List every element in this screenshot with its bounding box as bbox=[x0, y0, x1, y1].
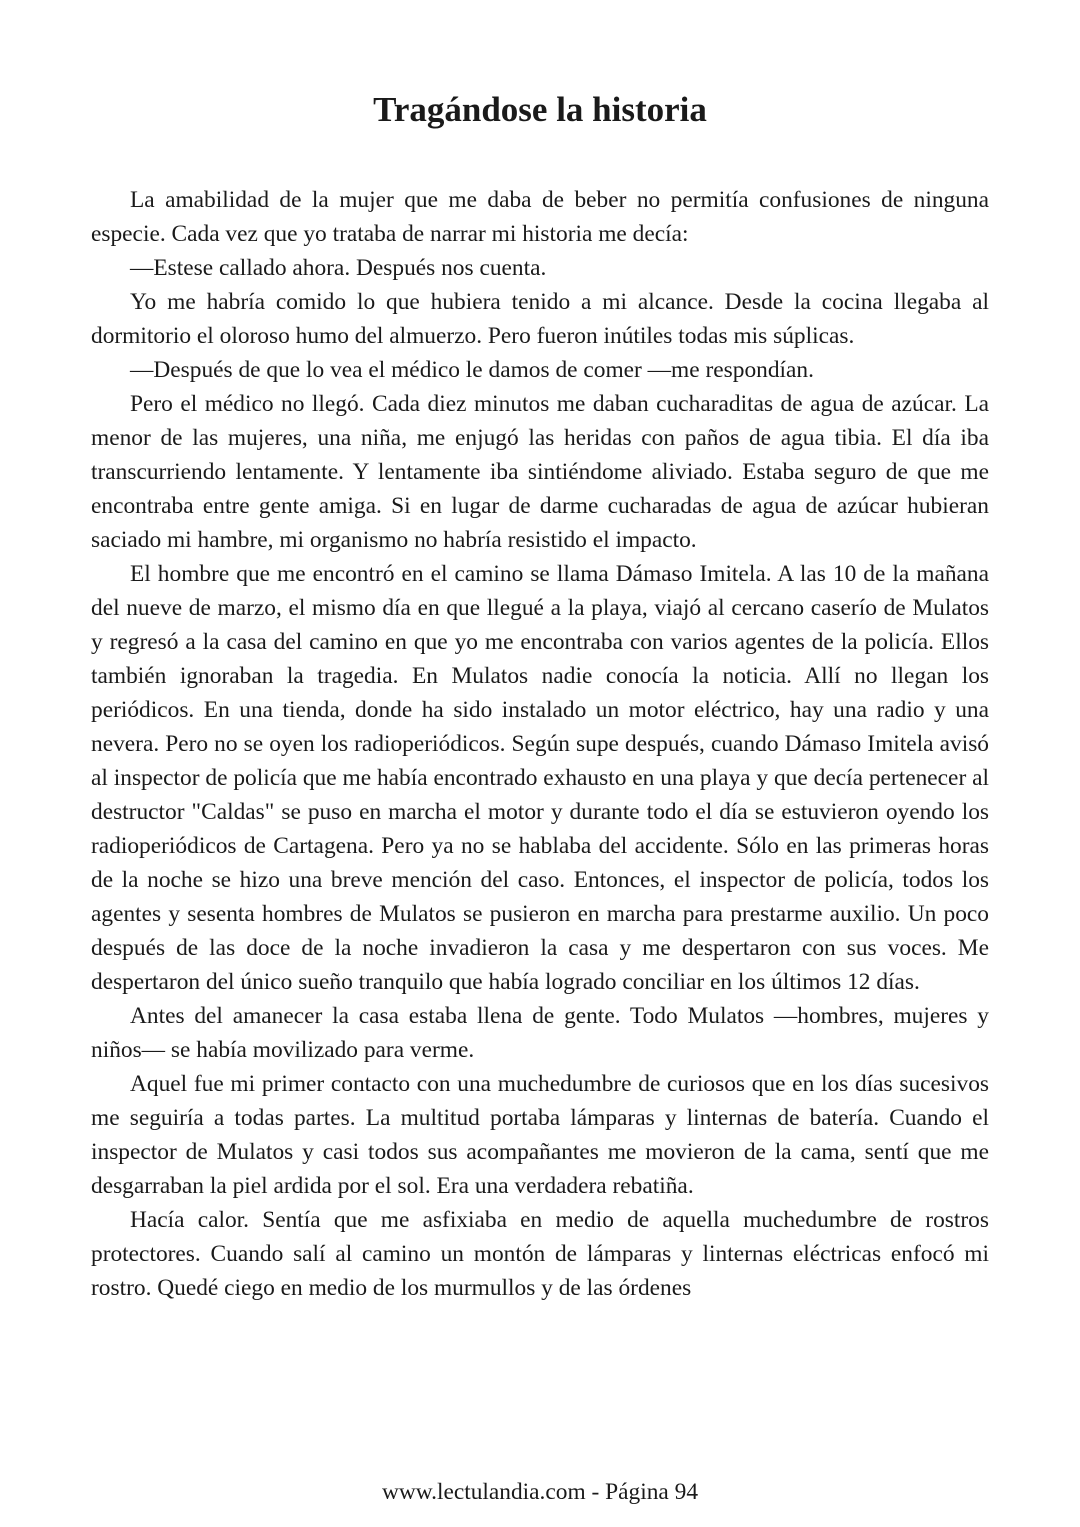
paragraph: Hacía calor. Sentía que me asfixiaba en medio de aquella muchedumbre de rostros protectores. Cuando salí al camino un montón de lámparas y linternas eléctricas enfocó mi rostro. Quedé ciego en medio de los murmullos y de las órdenes bbox=[91, 1207, 989, 1301]
page-footer: www.lectulandia.com - Página 94 bbox=[381, 1479, 699, 1505]
paragraph: —Estese callado ahora. Después nos cuenta. bbox=[130, 255, 547, 281]
paragraph: Yo me habría comido lo que hubiera tenido a mi alcance. Desde la cocina llegaba al dormitorio el oloroso humo del almuerzo. Pero fueron inútiles todas mis súplicas. bbox=[91, 289, 989, 349]
paragraph: El hombre que me encontró en el camino se llama Dámaso Imitela. A las 10 de la mañana del nueve de marzo, el mismo día en que llegué a la playa, viajó al cercano caserío de Mulatos y regresó a la casa del camino en que yo me encontraba con varios agentes de la policía. Ellos también ignoraban la tragedia. En Mulatos nadie conocía la noticia. Allí no llegan los periódicos. En una tienda, donde ha sido instalado un motor eléctrico, hay una radio y una nevera. Pero no se oyen los radioperiódicos. Según supe después, cuando Dámaso Imitela avisó al inspector de policía que me había encontrado exhausto en una playa y que decía pertenecer al destructor "Caldas" se puso en marcha el motor y durante todo el día se estuvieron oyendo los radioperiódicos de Cartagena. Pero ya no se hablaba del accidente. Sólo en las primeras horas de la noche se hizo una breve mención del caso. Entonces, el inspector de policía, todos los agentes y sesenta hombres de Mulatos se pusieron en marcha para prestarme auxilio. Un poco después de las doce de la noche invadieron la casa y me despertaron con sus voces. Me despertaron del único sueño tranquilo que había logrado conciliar en los últimos 12 días. bbox=[91, 561, 989, 995]
paragraph: Pero el médico no llegó. Cada diez minutos me daban cucharaditas de agua de azúcar. La menor de las mujeres, una niña, me enjugó las heridas con paños de agua tibia. El día iba transcurriendo lentamente. Y lentamente iba sintiéndome aliviado. Estaba seguro de que me encontraba entre gente amiga. Si en lugar de darme cucharadas de agua de azúcar hubieran saciado mi hambre, mi organismo no habría resistido el impacto. bbox=[91, 391, 989, 553]
chapter-title: Tragándose la historia bbox=[373, 90, 707, 129]
paragraph: La amabilidad de la mujer que me daba de beber no permitía confusiones de ninguna especie. Cada vez que yo trataba de narrar mi historia me decía: bbox=[91, 187, 989, 247]
chapter-body bbox=[91, 183, 989, 1305]
paragraph: Aquel fue mi primer contacto con una muchedumbre de curiosos que en los días sucesivos me seguiría a todas partes. La multitud portaba lámparas y linternas de batería. Cuando el inspector de Mulatos y casi todos sus acompañantes me movieron de la cama, sentí que me desgarraban la piel ardida por el sol. Era una verdadera rebatiña. bbox=[91, 1071, 989, 1199]
paragraph: Antes del amanecer la casa estaba llena de gente. Todo Mulatos —hombres, mujeres y niños— se había movilizado para verme. bbox=[91, 1003, 989, 1063]
paragraph: —Después de que lo vea el médico le damos de comer —me respondían. bbox=[130, 357, 814, 383]
